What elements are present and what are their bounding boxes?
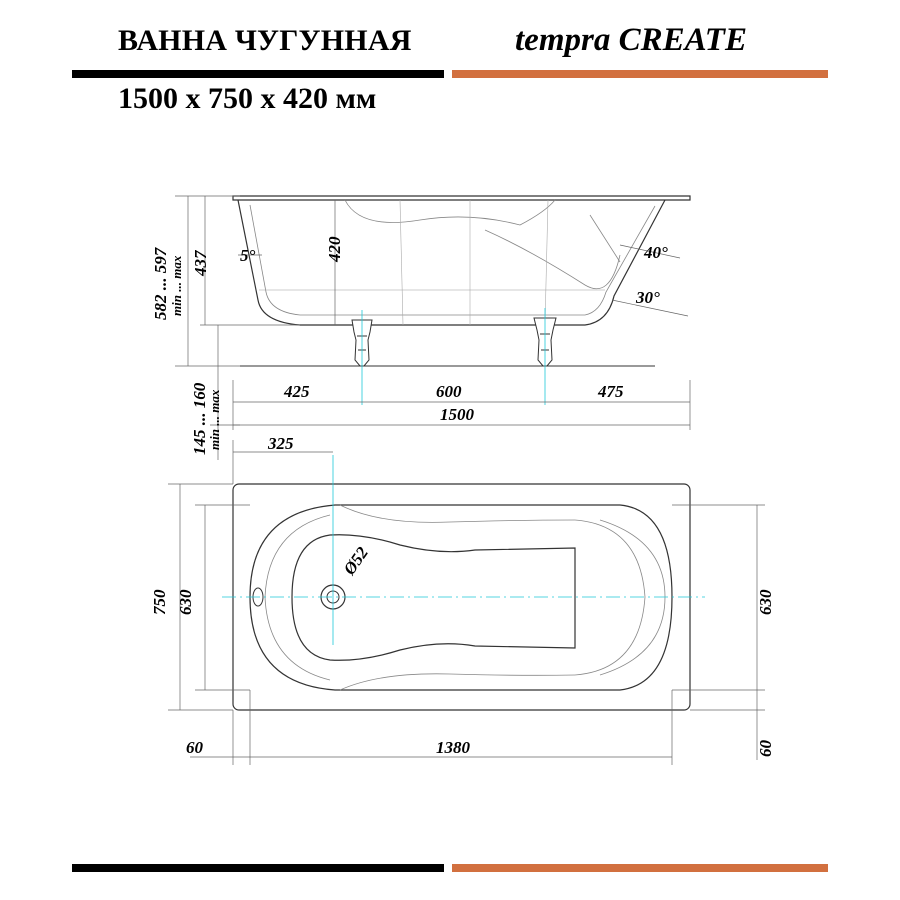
height-range-note: min ... max [169,255,184,316]
angle-left-label: 5° [240,246,256,265]
seg-right-label: 475 [598,382,624,401]
inner-width-left-label: 630 [176,589,195,615]
product-dimensions: 1500 x 750 x 420 мм [118,82,377,115]
inner-height-label: 437 [191,250,210,276]
angle-top-label: 40° [644,243,668,262]
drain-diameter-label: Ø52 [339,543,373,579]
seg-left-label: 425 [284,382,310,401]
width-label: 750 [150,589,169,615]
brand-name: tempra CREATE [515,22,747,58]
side-dimensions [175,196,690,460]
seg-mid-label: 600 [436,382,462,401]
angle-bottom-label: 30° [636,288,660,307]
height-range-label: 582 ... 597 [151,247,170,320]
rim-left-label: 60 [186,738,203,757]
total-length-label: 1500 [440,405,474,424]
tub-rim [233,196,690,200]
side-labels [151,236,668,455]
product-title: ВАННА ЧУГУННАЯ [118,24,412,57]
side-view [233,196,690,405]
rim-right-label: 60 [756,740,775,757]
drain-offset-label: 325 [268,434,294,453]
leg-range-note: min ... max [207,389,222,450]
depth-label: 420 [325,236,344,262]
tub-body [238,200,665,325]
inner-width-right-label: 630 [756,589,775,615]
inner-length-label: 1380 [436,738,470,757]
leg-range-label: 145 ... 160 [190,382,209,455]
